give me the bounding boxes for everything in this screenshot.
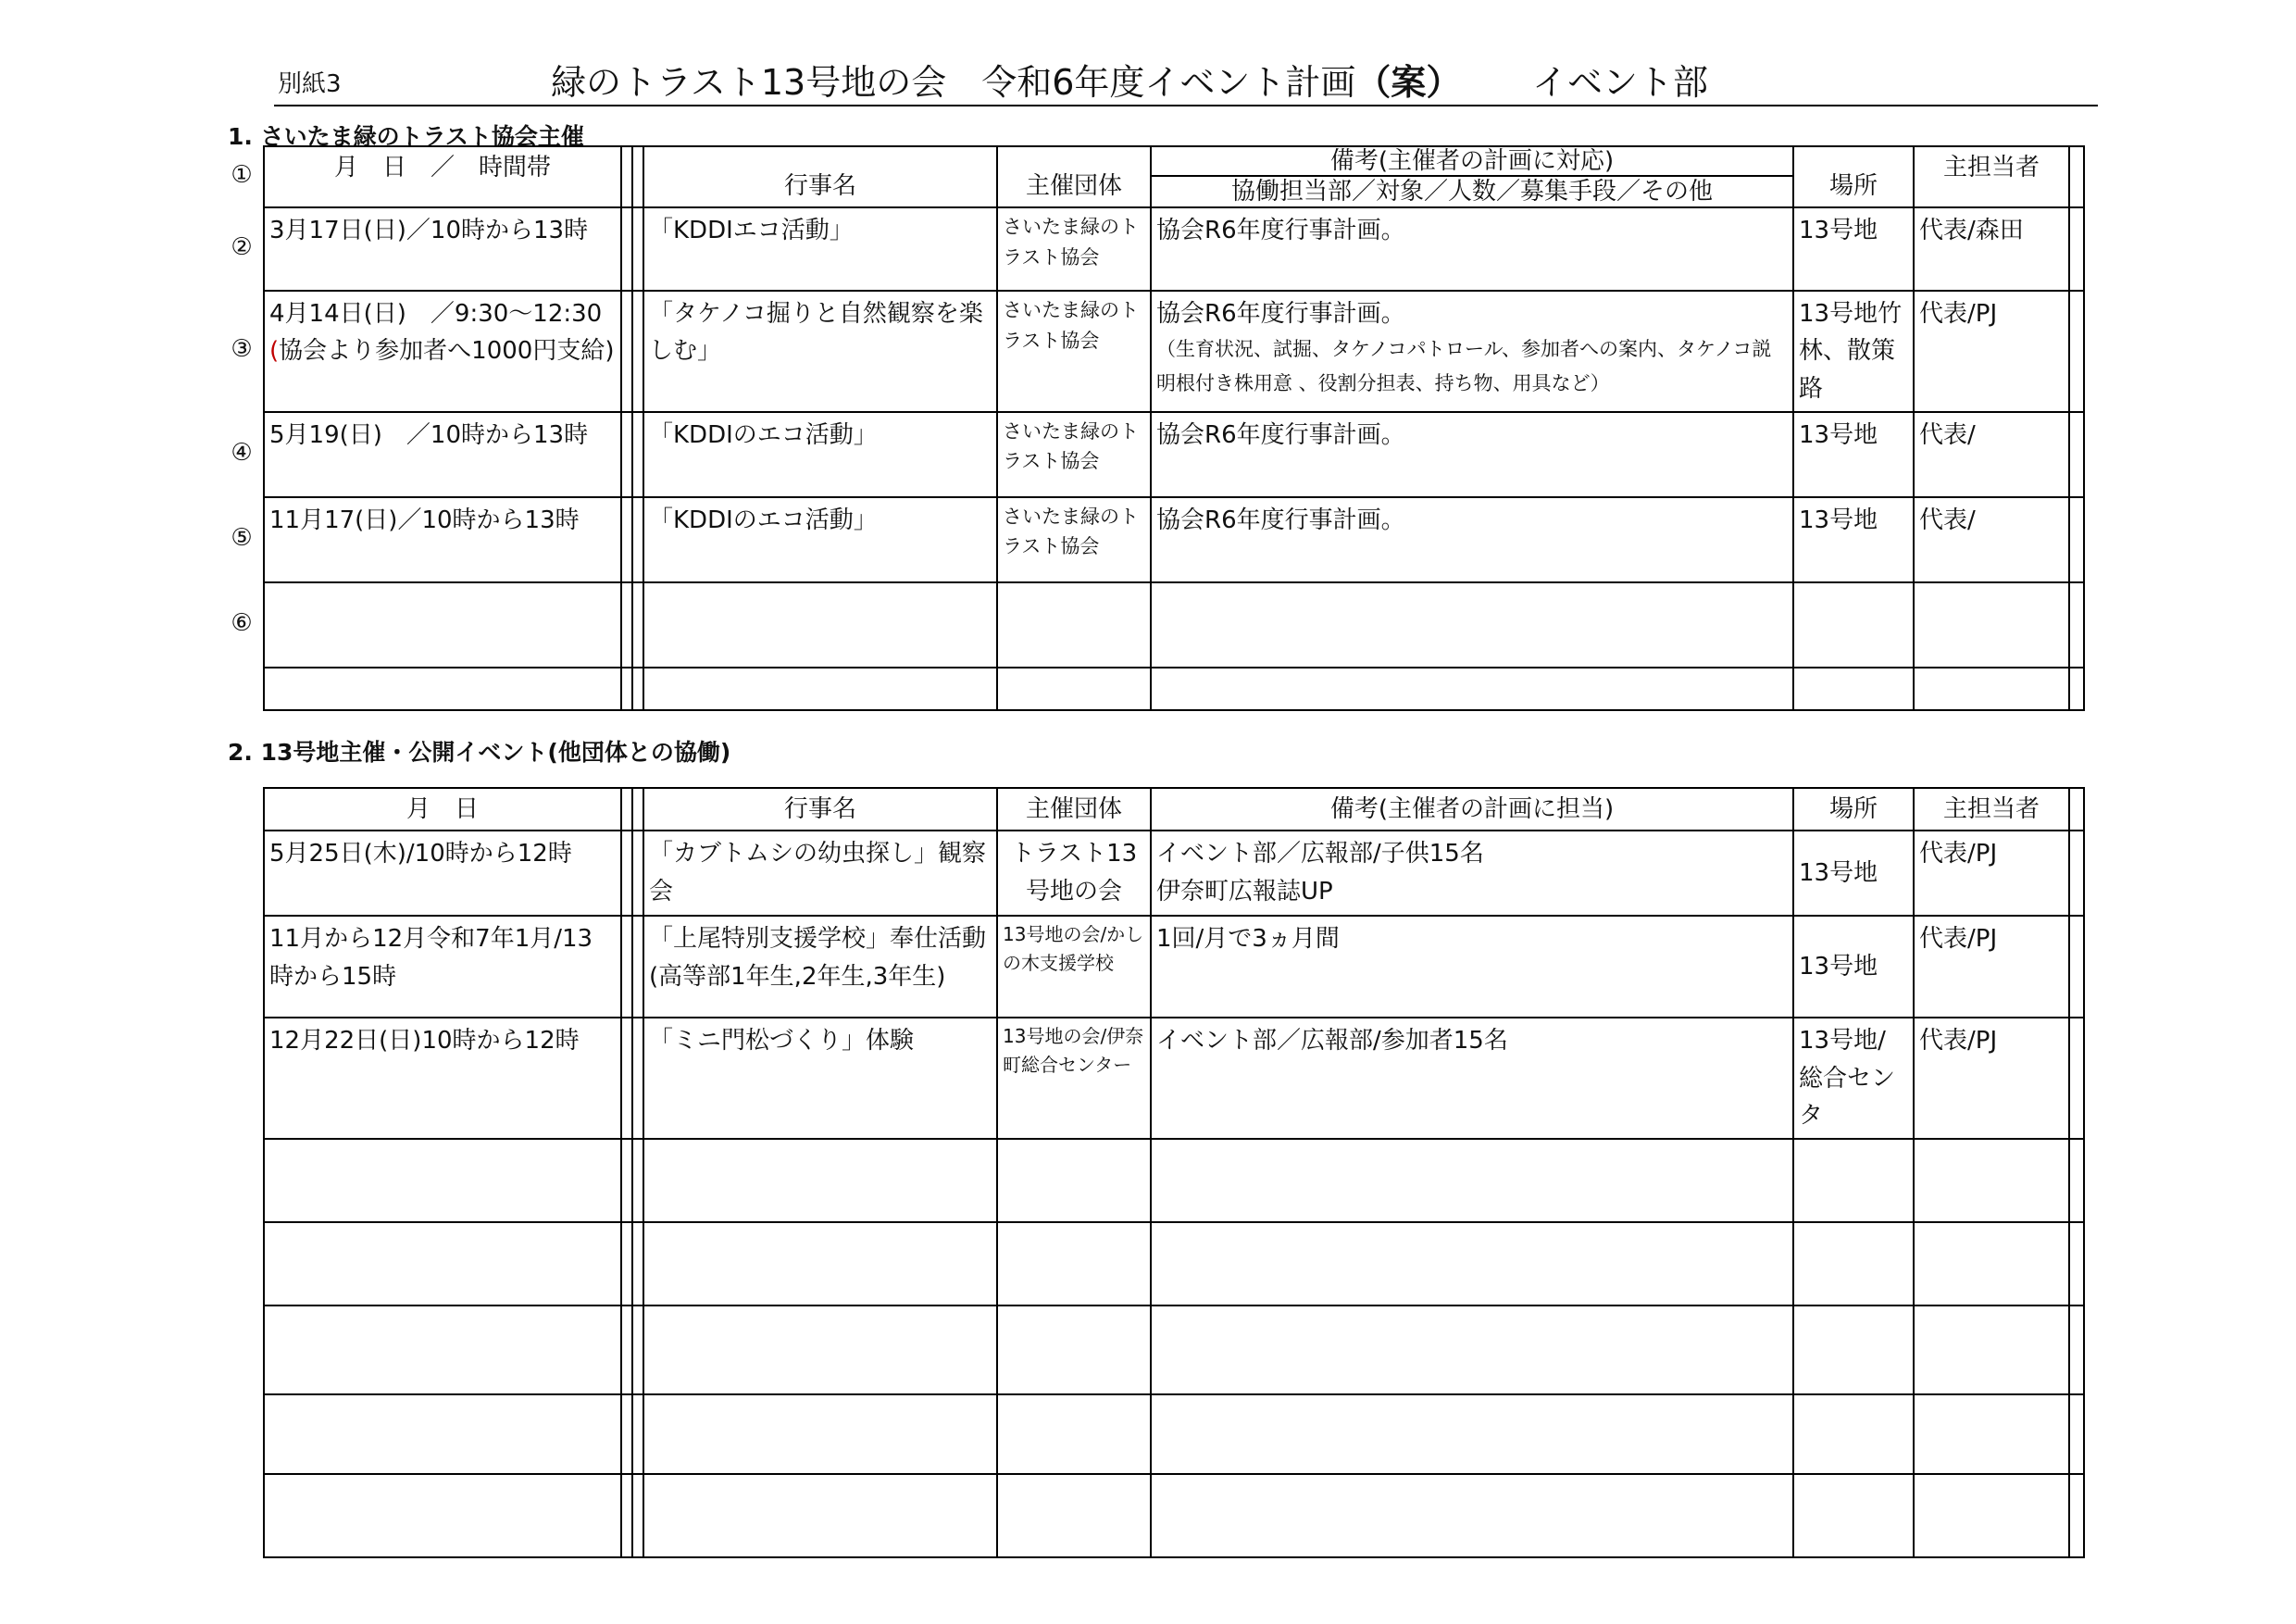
gap-cell: [632, 831, 643, 916]
notes-cell: [1151, 412, 1793, 497]
notes-cell: [1151, 497, 1793, 582]
organizer-cell: [997, 1222, 1151, 1305]
notes-detail: 伊奈町広報誌UP: [1156, 877, 1333, 906]
section1-table: [263, 145, 2085, 711]
gap-cell: [621, 412, 632, 497]
gap-cell: [2069, 582, 2084, 668]
event-cell: 「KDDIのエコ活動」: [643, 497, 997, 582]
table-row: [264, 1222, 2084, 1305]
date-cell: [264, 1394, 621, 1474]
gap-cell: [2069, 668, 2084, 710]
header-event: 行事名: [643, 788, 997, 831]
header-organizer: 主催団体: [997, 788, 1151, 831]
notes-text: 協会R6年度行事計画。: [1156, 300, 1405, 328]
organizer-cell: 13号地の会/伊奈町総合センター: [997, 1018, 1151, 1139]
table-row: [264, 916, 2084, 1018]
date-cell: [264, 916, 621, 1018]
notes-cell: [1151, 582, 1793, 668]
gap-cell: [621, 1222, 632, 1305]
place-cell: 13号地: [1793, 916, 1914, 1018]
gap-cell: [632, 497, 643, 582]
header-person: 主担当者: [1914, 146, 2069, 207]
gap-cell: [621, 1305, 632, 1394]
place-cell: [1793, 1139, 1914, 1222]
person-cell: [1914, 1474, 2069, 1557]
gap-cell: [621, 788, 632, 831]
gap-cell: [632, 788, 643, 831]
notes-text: 協会R6年度行事計画。: [1156, 217, 1405, 244]
notes-cell: [1151, 916, 1793, 1018]
header-event: 行事名: [643, 146, 997, 207]
place-cell: [1793, 1222, 1914, 1305]
event-cell: [643, 1474, 997, 1557]
date-cell: [264, 582, 621, 668]
notes-cell: [1151, 1305, 1793, 1394]
gap-cell: [621, 668, 632, 710]
person-cell: 代表/PJ: [1914, 1018, 2069, 1139]
event-cell: 「KDDIのエコ活動」: [643, 412, 997, 497]
event-cell: [643, 1139, 997, 1222]
gap-cell: [632, 291, 643, 412]
place-cell: [1793, 1305, 1914, 1394]
table-row: [264, 1139, 2084, 1222]
gap-cell: [632, 1305, 643, 1394]
attachment-label: 別紙3: [278, 70, 342, 98]
gap-cell: [621, 831, 632, 916]
row-number: ②: [231, 233, 253, 261]
organizer-cell: [997, 1394, 1151, 1474]
gap-cell: [2069, 207, 2084, 291]
notes-cell: [1151, 1394, 1793, 1474]
person-cell: 代表/森田: [1914, 207, 2069, 291]
gap-cell: [621, 1474, 632, 1557]
table-row: [264, 1394, 2084, 1474]
date-text: 3月17日(日)／10時から13時: [269, 217, 589, 244]
gap-cell: [2069, 1474, 2084, 1557]
table-row: [264, 497, 2084, 582]
row-number: ⑥: [231, 608, 253, 637]
place-cell: [1793, 668, 1914, 710]
gap-cell: [621, 146, 632, 207]
table-row: [264, 831, 2084, 916]
gap-cell: [621, 1139, 632, 1222]
section1-header-row: [264, 146, 2084, 207]
organizer-cell: さいたま緑のトラスト協会: [997, 412, 1151, 497]
table-row: [264, 412, 2084, 497]
header-notes: 備考(主催者の計画に担当): [1151, 788, 1793, 831]
organizer-cell: [997, 668, 1151, 710]
notes-cell: [1151, 668, 1793, 710]
event-cell: 「タケノコ掘りと自然観察を楽しむ」: [643, 291, 997, 412]
row-number: ①: [231, 161, 253, 189]
gap-cell: [632, 1222, 643, 1305]
title-main: 緑のトラスト13号地の会 令和6年度イベント計画: [551, 62, 1356, 103]
event-cell: [643, 668, 997, 710]
gap-cell: [632, 668, 643, 710]
date-text: 5月19(日) ／10時から13時: [269, 420, 589, 449]
gap-cell: [2069, 412, 2084, 497]
header-rule: [274, 105, 2098, 106]
organizer-cell: さいたま緑のトラスト協会: [997, 497, 1151, 582]
person-cell: [1914, 1139, 2069, 1222]
organizer-cell: [997, 1305, 1151, 1394]
organizer-cell: トラスト13号地の会: [997, 831, 1151, 916]
header-place: 場所: [1793, 146, 1914, 207]
gap-cell: [2069, 1222, 2084, 1305]
gap-cell: [632, 146, 643, 207]
notes-cell: [1151, 831, 1793, 916]
section2-title: 2. 13号地主催・公開イベント(他団体との協働): [228, 739, 731, 766]
organizer-cell: [997, 582, 1151, 668]
event-cell: [643, 582, 997, 668]
notes-cell: [1151, 1222, 1793, 1305]
section2-body: [264, 831, 2084, 1557]
table-row: [264, 207, 2084, 291]
section1-title: 1. さいたま緑のトラスト協会主催: [228, 123, 584, 150]
person-cell: [1914, 668, 2069, 710]
event-cell: [643, 1222, 997, 1305]
gap-cell: [2069, 831, 2084, 916]
event-cell: 「KDDIエコ活動」: [643, 207, 997, 291]
organizer-cell: 13号地の会/かしの木支援学校: [997, 916, 1151, 1018]
notes-text: 協会R6年度行事計画。: [1156, 506, 1405, 534]
date-text: 5月25日(木)/10時から12時: [269, 840, 572, 868]
gap-cell: [632, 1018, 643, 1139]
date-cell: [264, 1222, 621, 1305]
place-cell: 13号地: [1793, 412, 1914, 497]
header-notes-top: 備考(主催者の計画に対応): [1152, 147, 1792, 177]
gap-cell: [621, 291, 632, 412]
event-cell: 「ミニ門松づくり」体験: [643, 1018, 997, 1139]
notes-cell: [1151, 1474, 1793, 1557]
title-draft: （案）: [1355, 62, 1462, 103]
section2-table: [263, 787, 2085, 1558]
date-cell: [264, 1139, 621, 1222]
date-text: 4月14日(日) ／9:30～12:30: [269, 300, 603, 328]
note-bracket: (: [269, 337, 280, 366]
date-cell: [264, 1305, 621, 1394]
place-cell: [1793, 1474, 1914, 1557]
gap-cell: [632, 207, 643, 291]
table-row: [264, 582, 2084, 668]
place-cell: 13号地: [1793, 207, 1914, 291]
table-row: [264, 1305, 2084, 1394]
row-number: ⑤: [231, 523, 253, 552]
date-cell: [264, 207, 621, 291]
date-cell: [264, 497, 621, 582]
person-cell: 代表/PJ: [1914, 831, 2069, 916]
notes-detail: （生育状況、試掘、タケノコパトロール、参加者への案内、タケノコ説明根付き株用意 、役割分担表、持ち物、用具など）: [1156, 338, 1772, 395]
date-cell: [264, 1018, 621, 1139]
place-cell: 13号地: [1793, 831, 1914, 916]
person-cell: 代表/: [1914, 412, 2069, 497]
organizer-cell: [997, 1139, 1151, 1222]
gap-cell: [621, 1394, 632, 1474]
event-cell: [643, 1394, 997, 1474]
date-note: (協会より参加者へ1000円支給): [269, 337, 615, 366]
date-cell: [264, 1474, 621, 1557]
notes-text: 協会R6年度行事計画。: [1156, 420, 1405, 449]
row-number: ③: [231, 335, 253, 364]
organizer-cell: さいたま緑のトラスト協会: [997, 291, 1151, 412]
date-text: 11月17(日)／10時から13時: [269, 506, 580, 534]
notes-cell: [1151, 291, 1793, 412]
date-cell: [264, 412, 621, 497]
department-label: イベント部: [1532, 62, 1709, 103]
date-cell: [264, 668, 621, 710]
date-text: 11月から12月令和7年1月/13時から15時: [269, 925, 593, 991]
event-cell: 「カブトムシの幼虫探し」観察会: [643, 831, 997, 916]
date-cell: [264, 291, 621, 412]
place-cell: 13号地竹林、散策路: [1793, 291, 1914, 412]
notes-text: イベント部／広報部/子供15名: [1156, 840, 1484, 868]
gap-cell: [632, 1474, 643, 1557]
header-organizer: 主催団体: [997, 146, 1151, 207]
header-notes-bottom: 協働担当部／対象／人数／募集手段／その他: [1230, 178, 1713, 206]
section2-header-row: [264, 788, 2084, 831]
gap-cell: [2069, 1018, 2084, 1139]
gap-cell: [621, 207, 632, 291]
gap-cell: [621, 1018, 632, 1139]
table-row: [264, 291, 2084, 412]
header-date: 月 日: [264, 788, 621, 831]
date-cell: [264, 831, 621, 916]
gap-cell: [632, 916, 643, 1018]
gap-cell: [632, 412, 643, 497]
gap-cell: [2069, 146, 2084, 207]
place-cell: [1793, 1394, 1914, 1474]
header-place: 場所: [1793, 788, 1914, 831]
gap-cell: [2069, 1305, 2084, 1394]
place-cell: [1793, 582, 1914, 668]
notes-cell: [1151, 1139, 1793, 1222]
place-cell: 13号地: [1793, 497, 1914, 582]
header-person: 主担当者: [1914, 788, 2069, 831]
gap-cell: [2069, 788, 2084, 831]
event-cell: [643, 1305, 997, 1394]
gap-cell: [2069, 1139, 2084, 1222]
gap-cell: [621, 916, 632, 1018]
person-cell: [1914, 1222, 2069, 1305]
notes-text: 1回/月で3ヵ月間: [1156, 925, 1340, 954]
header-date: 月 日 ／ 時間帯: [264, 146, 621, 207]
notes-text: イベント部／広報部/参加者15名: [1156, 1027, 1508, 1056]
header-notes: [1151, 146, 1793, 207]
section1-body: [264, 207, 2084, 710]
gap-cell: [2069, 497, 2084, 582]
organizer-cell: [997, 1474, 1151, 1557]
gap-cell: [632, 1394, 643, 1474]
gap-cell: [621, 582, 632, 668]
person-cell: [1914, 582, 2069, 668]
gap-cell: [621, 497, 632, 582]
person-cell: [1914, 1394, 2069, 1474]
page-title: [551, 54, 1461, 105]
person-cell: 代表/PJ: [1914, 916, 2069, 1018]
organizer-cell: さいたま緑のトラスト協会: [997, 207, 1151, 291]
gap-cell: [2069, 916, 2084, 1018]
notes-cell: [1151, 207, 1793, 291]
gap-cell: [2069, 291, 2084, 412]
table-row: [264, 1474, 2084, 1557]
notes-cell: [1151, 1018, 1793, 1139]
person-cell: 代表/: [1914, 497, 2069, 582]
gap-cell: [2069, 1394, 2084, 1474]
row-number: ④: [231, 438, 253, 467]
gap-cell: [632, 1139, 643, 1222]
place-cell: 13号地/総合センタ: [1793, 1018, 1914, 1139]
gap-cell: [632, 582, 643, 668]
table-row: [264, 668, 2084, 710]
date-text: 12月22日(日)10時から12時: [269, 1027, 580, 1056]
person-cell: [1914, 1305, 2069, 1394]
event-cell: 「上尾特別支援学校」奉仕活動(高等部1年生,2年生,3年生): [643, 916, 997, 1018]
person-cell: 代表/PJ: [1914, 291, 2069, 412]
table-row: [264, 1018, 2084, 1139]
